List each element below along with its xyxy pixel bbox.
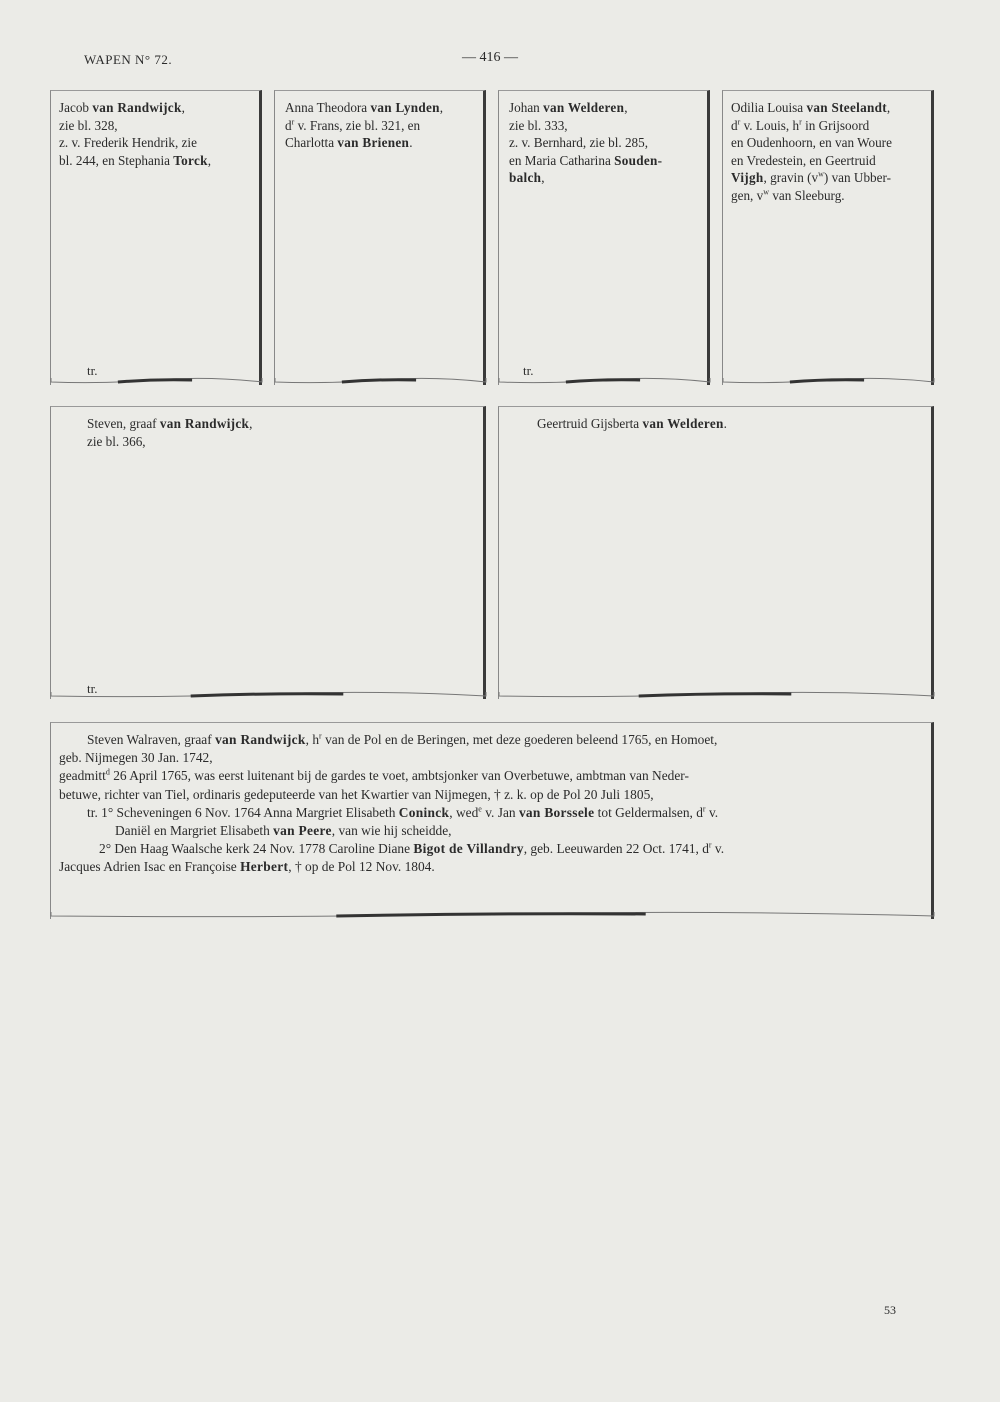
text-line: z. v. Bernhard, zie bl. 285, — [509, 135, 649, 151]
text-line: $d^r$ v. Frans, zie bl. 321, en — [285, 117, 421, 133]
ancestor-box — [722, 90, 934, 385]
superscript: d — [105, 767, 110, 777]
text-line: Anna Theodora van Lynden, — [285, 100, 444, 115]
scroll-border — [49, 690, 489, 708]
marriage-marker: tr. — [87, 681, 98, 696]
scroll-border — [49, 910, 937, 928]
text-line: betuwe, richter van Tiel, ordinaris gedeputeerde van het Kwartier van Nijmegen, † z. k. op de Pol 20 Juli 1805, — [59, 786, 654, 802]
family-name: van Welderen — [642, 416, 724, 431]
family-name: Souden- — [614, 152, 663, 168]
ancestor-text — [285, 99, 477, 152]
family-name: Vijgh — [731, 170, 764, 186]
text-line: Vijgh, gravin $(v^w)$ van Ubber- — [731, 169, 891, 186]
text-line: en Maria Catharina Souden- — [509, 152, 663, 168]
family-name: van Welderen — [543, 100, 625, 115]
text-line: Jacques Adrien Isac en Françoise Herbert, † op de Pol 12 Nov. 1804. — [59, 859, 435, 875]
family-name: Coninck — [398, 804, 450, 820]
family-name: balch — [509, 170, 542, 186]
text-line: Odilia Louisa van Steelandt, — [731, 100, 891, 115]
superscript: r — [799, 117, 802, 127]
parent-box — [50, 406, 486, 699]
main-entry-text — [59, 731, 931, 877]
text-line: Steven Walraven, graaf van Randwijck, $h^r$ van de Pol en de Beringen, met deze goederen beleend 1765, en Homoet, — [87, 731, 718, 747]
text-line: zie bl. 366, — [87, 433, 146, 449]
coat-of-arms-number: WAPEN N° 72. — [84, 52, 173, 67]
family-name: van Steelandt — [806, 100, 887, 115]
superscript: r — [708, 840, 712, 850]
ancestor-box — [274, 90, 486, 385]
marriage-marker: tr. — [523, 363, 534, 378]
text-line: Steven, graaf van Randwijck, — [87, 416, 253, 431]
ancestor-box — [50, 90, 262, 385]
family-name: Herbert — [240, 859, 289, 875]
ancestor-text — [731, 99, 927, 205]
family-name: Torck — [173, 152, 208, 168]
family-name: van Lynden — [370, 100, 440, 115]
text-line: Charlotta van Brienen. — [285, 135, 413, 151]
family-name: van Randwijck — [92, 100, 182, 115]
superscript: r — [319, 731, 322, 741]
superscript: r — [702, 804, 706, 814]
parent-text — [537, 415, 923, 433]
text-line: Jacob van Randwijck, — [59, 100, 185, 115]
text-line: balch, — [509, 170, 545, 186]
scroll-border — [497, 376, 713, 394]
scroll-border — [273, 376, 489, 394]
text-line: $d^r$ v. Louis, $h^r$ in Grijsoord — [731, 117, 870, 133]
folio-number: 53 — [884, 1303, 896, 1317]
page-header — [0, 50, 1000, 70]
family-name: van Peere — [273, 823, 332, 839]
superscript: e — [478, 804, 482, 814]
page-number: — 416 — — [462, 50, 518, 65]
text-line: gen, $v^w$ van Sleeburg. — [731, 187, 845, 203]
text-line: geb. Nijmegen 30 Jan. 1742, — [59, 750, 213, 766]
marriage-marker: tr. — [87, 363, 98, 378]
text-line: zie bl. 328, — [59, 117, 118, 133]
family-name: van Randwijck — [159, 416, 250, 431]
ancestor-box — [498, 90, 710, 385]
scroll-border — [49, 376, 265, 394]
text-line: Johan van Welderen, — [509, 100, 628, 115]
superscript: w — [763, 187, 770, 197]
text-line: en Vredestein, en Geertruid — [731, 152, 876, 168]
scroll-border — [497, 690, 937, 708]
text-line: zie bl. 333, — [509, 117, 568, 133]
scroll-border — [721, 376, 937, 394]
main-entry-box — [50, 722, 934, 919]
superscript: r — [737, 117, 741, 127]
text-line: Daniël en Margriet Elisabeth van Peere, van wie hij scheidde, — [115, 823, 452, 839]
ancestor-text — [509, 99, 701, 187]
family-name: van Randwijck — [215, 732, 306, 747]
family-name: Bigot de Villandry — [413, 841, 524, 857]
text-line: en Oudenhoorn, en van Woure — [731, 135, 892, 151]
family-name: van Borssele — [518, 804, 595, 820]
text-line: 2° Den Haag Waalsche kerk 24 Nov. 1778 Caroline Diane Bigot de Villandry, geb. Leeuwarden 22 Oct. 1741, $d^r$ v. — [99, 840, 725, 857]
text-line: geadmitt$^d$ 26 April 1765, was eerst luitenant bij de gardes te voet, ambtsjonker van Overbetuwe, ambtman van Neder- — [59, 767, 689, 784]
text-line: z. v. Frederik Hendrik, zie — [59, 135, 197, 151]
superscript: r — [291, 117, 295, 127]
text-line: bl. 244, en Stephania Torck, — [59, 152, 212, 168]
superscript: w — [818, 169, 824, 179]
parent-box — [498, 406, 934, 699]
ancestor-text — [59, 99, 253, 169]
parent-text — [87, 415, 475, 450]
family-name: van Brienen — [337, 135, 410, 151]
text-line: tr. 1° Scheveningen 6 Nov. 1764 Anna Margriet Elisabeth Coninck, wed$^e$ v. Jan van Borssele tot Geldermalsen, $d^r$ v. — [87, 804, 719, 820]
text-line: Geertruid Gijsberta van Welderen. — [537, 416, 727, 431]
